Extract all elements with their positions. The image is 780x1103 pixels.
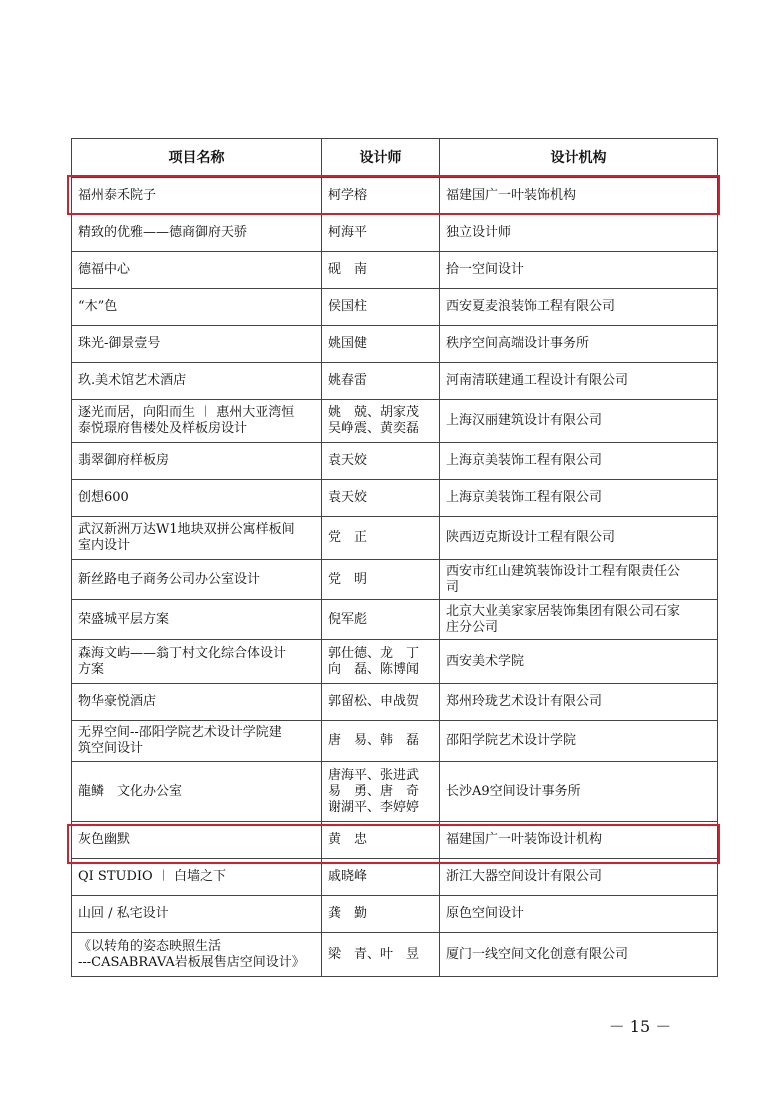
cell-agency: 福建国广一叶装饰设计机构: [440, 822, 718, 859]
table-row: [72, 400, 718, 443]
cell-project: 物华豪悦酒店: [72, 684, 322, 721]
cell-project: 无界空间--邵阳学院艺术设计学院建 筑空间设计: [72, 721, 322, 762]
cell-agency: 拾一空间设计: [440, 252, 718, 289]
cell-agency: 北京大业美家家居装饰集团有限公司石家 庄分公司: [440, 600, 718, 640]
cell-project: 新丝路电子商务公司办公室设计: [72, 560, 322, 600]
cell-project: 森海文屿——翁丁村文化综合体设计 方案: [72, 640, 322, 684]
cell-agency: 浙江大器空间设计有限公司: [440, 859, 718, 896]
cell-designer: 姚春雷: [322, 363, 440, 400]
cell-agency: 河南清联建通工程设计有限公司: [440, 363, 718, 400]
cell-designer: 党 正: [322, 517, 440, 560]
cell-designer: 砚 南: [322, 252, 440, 289]
cell-project: 德福中心: [72, 252, 322, 289]
cell-agency: 福建国广一叶装饰机构: [440, 178, 718, 215]
cell-agency: 原色空间设计: [440, 896, 718, 933]
cell-designer: 倪军彪: [322, 600, 440, 640]
cell-designer: 郭留松、申战贺: [322, 684, 440, 721]
cell-project: 武汉新洲万达W1地块双拼公寓样板间 室内设计: [72, 517, 322, 560]
cell-designer: 袁天姣: [322, 443, 440, 480]
cell-project: “木”色: [72, 289, 322, 326]
table-row: [72, 363, 718, 400]
cell-project: 《以转角的姿态映照生活 ---CASABRAVA岩板展售店空间设计》: [72, 933, 322, 977]
cell-agency: 陕西迈克斯设计工程有限公司: [440, 517, 718, 560]
cell-designer: 姚国健: [322, 326, 440, 363]
cell-designer: 唐海平、张进武 易 勇、唐 奇 谢湖平、李婷婷: [322, 762, 440, 822]
table-row: [72, 560, 718, 600]
cell-designer: 龚 勤: [322, 896, 440, 933]
table-row: [72, 289, 718, 326]
cell-designer: 唐 易、韩 磊: [322, 721, 440, 762]
table-row: [72, 517, 718, 560]
cell-project: 翡翠御府样板房: [72, 443, 322, 480]
header-designer: 设计师: [322, 139, 440, 178]
cell-designer: 侯国柱: [322, 289, 440, 326]
table-header-row: [72, 139, 718, 178]
cell-agency: 邵阳学院艺术设计学院: [440, 721, 718, 762]
page-number: － 15 －: [608, 1017, 672, 1036]
cell-designer: 姚 兢、胡家茂 吴峥震、黄奕磊: [322, 400, 440, 443]
table-row: [72, 684, 718, 721]
table-row: [72, 640, 718, 684]
cell-project: 龍鳞 文化办公室: [72, 762, 322, 822]
cell-project: 福州泰禾院子: [72, 178, 322, 215]
cell-project: 灰色幽默: [72, 822, 322, 859]
cell-designer: 柯海平: [322, 215, 440, 252]
table-row: [72, 721, 718, 762]
cell-project: 精致的优雅——德商御府天骄: [72, 215, 322, 252]
cell-agency: 秩序空间高端设计事务所: [440, 326, 718, 363]
cell-project: 玖.美术馆艺术酒店: [72, 363, 322, 400]
cell-agency: 独立设计师: [440, 215, 718, 252]
cell-agency: 西安美术学院: [440, 640, 718, 684]
cell-project: 山回 / 私宅设计: [72, 896, 322, 933]
table-row: [72, 600, 718, 640]
cell-project: 逐光而居，向阳而生 ︱ 惠州大亚湾恒 泰悦璟府售楼处及样板房设计: [72, 400, 322, 443]
cell-project: 珠光-御景壹号: [72, 326, 322, 363]
table-row: [72, 822, 718, 859]
table-row: [72, 859, 718, 896]
header-agency: 设计机构: [440, 139, 718, 178]
table-row: [72, 252, 718, 289]
table-row: [72, 215, 718, 252]
table-row: [72, 896, 718, 933]
cell-designer: 柯学榕: [322, 178, 440, 215]
cell-agency: 西安夏麦浪装饰工程有限公司: [440, 289, 718, 326]
table-row: [72, 178, 718, 215]
cell-designer: 郭仕德、龙 丁 向 磊、陈博闻: [322, 640, 440, 684]
cell-designer: 戚晓峰: [322, 859, 440, 896]
cell-agency: 厦门一线空间文化创意有限公司: [440, 933, 718, 977]
table-row: [72, 443, 718, 480]
table-row: [72, 480, 718, 517]
table-row: [72, 933, 718, 977]
cell-designer: 袁天姣: [322, 480, 440, 517]
header-project: 项目名称: [72, 139, 322, 178]
cell-designer: 党 明: [322, 560, 440, 600]
cell-agency: 上海京美装饰工程有限公司: [440, 480, 718, 517]
cell-designer: 黄 忠: [322, 822, 440, 859]
cell-project: 创想600: [72, 480, 322, 517]
cell-agency: 上海汉丽建筑设计有限公司: [440, 400, 718, 443]
cell-agency: 长沙A9空间设计事务所: [440, 762, 718, 822]
table-row: [72, 762, 718, 822]
cell-project: QI STUDIO ︱ 白墙之下: [72, 859, 322, 896]
cell-agency: 上海京美装饰工程有限公司: [440, 443, 718, 480]
cell-agency: 西安市红山建筑装饰设计工程有限责任公 司: [440, 560, 718, 600]
award-table: [71, 138, 718, 977]
cell-designer: 梁 青、叶 昱: [322, 933, 440, 977]
table-row: [72, 326, 718, 363]
cell-project: 荣盛城平层方案: [72, 600, 322, 640]
cell-agency: 郑州玲珑艺术设计有限公司: [440, 684, 718, 721]
